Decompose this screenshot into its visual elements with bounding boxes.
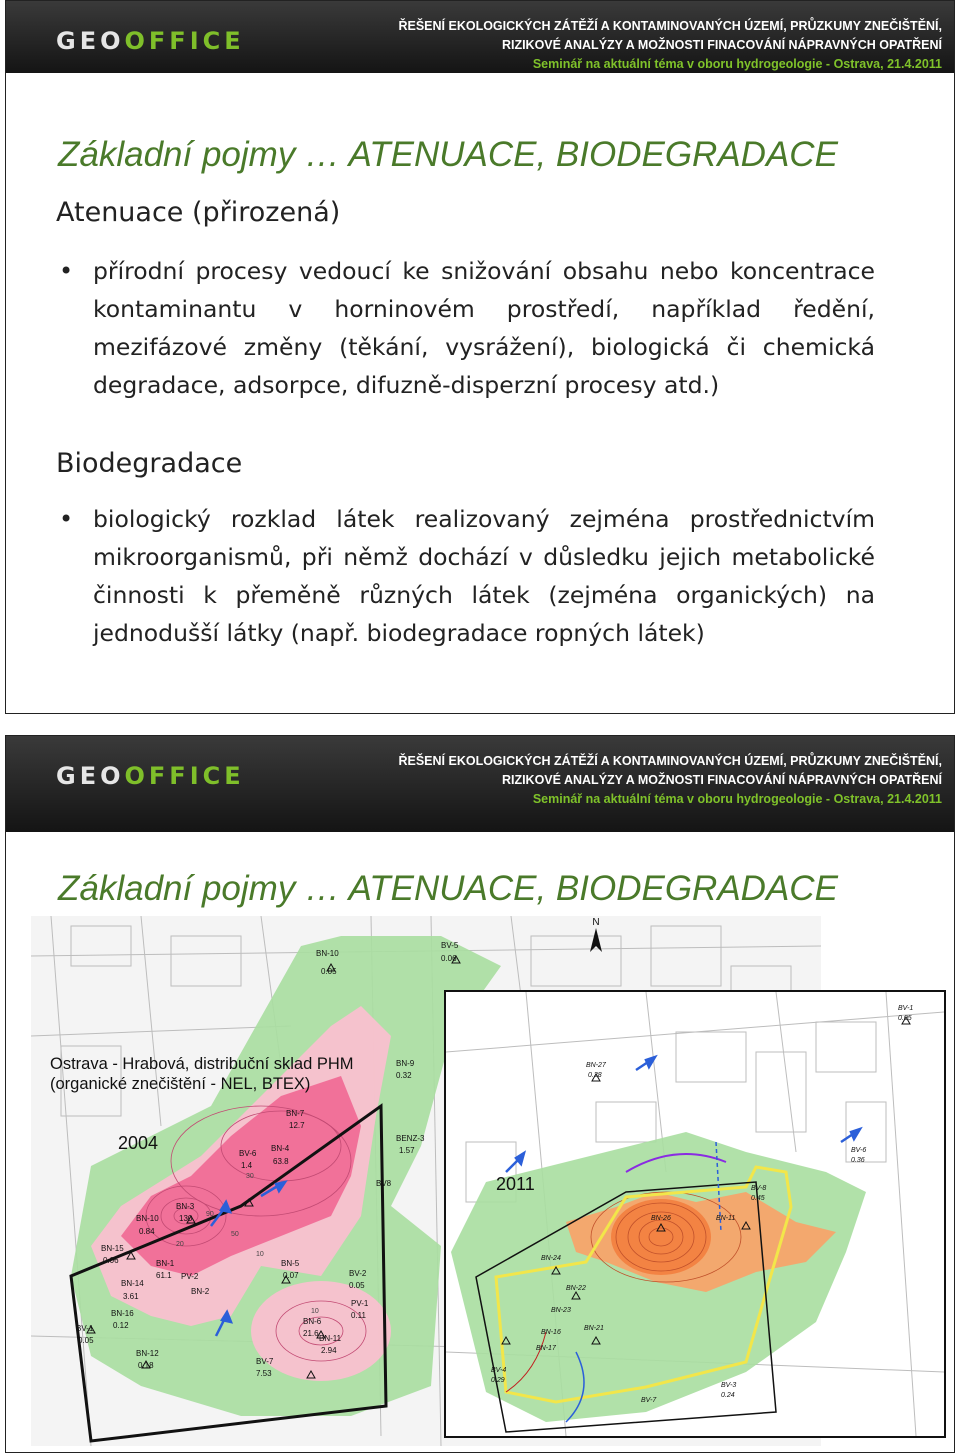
svg-text:BN-10: BN-10 xyxy=(316,949,339,958)
svg-text:BV-7: BV-7 xyxy=(256,1357,274,1366)
svg-text:90: 90 xyxy=(206,1211,214,1218)
svg-text:0.11: 0.11 xyxy=(351,1311,366,1320)
svg-text:BN-7: BN-7 xyxy=(286,1109,305,1118)
slide-2 xyxy=(5,735,955,1453)
svg-text:BN-4: BN-4 xyxy=(271,1144,290,1153)
year-label-2011: 2011 xyxy=(496,1174,535,1194)
svg-text:BV-2: BV-2 xyxy=(349,1269,367,1278)
header-text xyxy=(398,17,942,74)
svg-text:BV-5: BV-5 xyxy=(441,941,459,950)
svg-text:61.1: 61.1 xyxy=(156,1271,172,1280)
svg-text:BN-16: BN-16 xyxy=(541,1329,561,1336)
svg-text:BV-6: BV-6 xyxy=(851,1147,867,1154)
svg-text:BV-7: BV-7 xyxy=(641,1397,657,1404)
svg-text:7.53: 7.53 xyxy=(256,1369,272,1378)
svg-text:BN-17: BN-17 xyxy=(536,1345,556,1352)
svg-text:BN-26: BN-26 xyxy=(651,1215,671,1222)
svg-text:0.32: 0.32 xyxy=(396,1071,412,1080)
svg-text:BN-11: BN-11 xyxy=(319,1334,342,1343)
svg-text:0.84: 0.84 xyxy=(139,1227,155,1236)
header-text xyxy=(398,752,942,809)
svg-text:1.4: 1.4 xyxy=(241,1161,253,1170)
svg-text:BN-14: BN-14 xyxy=(121,1279,144,1288)
north-arrow xyxy=(588,917,604,957)
svg-text:0.36: 0.36 xyxy=(851,1157,865,1164)
svg-text:0.05: 0.05 xyxy=(349,1281,365,1290)
svg-text:BN-27: BN-27 xyxy=(586,1062,606,1069)
svg-text:10: 10 xyxy=(256,1251,264,1258)
svg-text:PV-1: PV-1 xyxy=(351,1299,369,1308)
svg-text:20: 20 xyxy=(176,1241,184,1248)
bullet-marker: • xyxy=(59,505,74,533)
svg-text:0.06: 0.06 xyxy=(103,1256,119,1265)
geooffice-logo: GEOOFFICE xyxy=(56,762,245,790)
header-line-3: Seminář na aktuální téma v oboru hydrogeologie - Ostrava, 21.4.2011 xyxy=(532,792,942,806)
svg-text:1.57: 1.57 xyxy=(399,1146,415,1155)
svg-text:3.61: 3.61 xyxy=(123,1292,139,1301)
header-line-2: RIZIKOVÉ ANALÝZY A MOŽNOSTI FINACOVÁNÍ NÁPRAVNÝCH OPATŘENÍ xyxy=(501,38,942,52)
svg-text:BV-1: BV-1 xyxy=(898,1005,914,1012)
svg-text:BN-23: BN-23 xyxy=(551,1307,571,1314)
svg-text:BN-12: BN-12 xyxy=(136,1349,159,1358)
slide-1 xyxy=(5,0,955,714)
svg-text:0.05: 0.05 xyxy=(78,1336,94,1345)
svg-text:10: 10 xyxy=(311,1308,319,1315)
svg-text:BN-1: BN-1 xyxy=(156,1259,175,1268)
map-caption xyxy=(50,1054,354,1094)
map-caption-line-1: Ostrava - Hrabová, distribuční sklad PHM xyxy=(50,1055,354,1073)
svg-text:BV-4: BV-4 xyxy=(491,1367,507,1374)
svg-text:0.38: 0.38 xyxy=(588,1072,602,1079)
north-arrow-icon xyxy=(588,928,604,954)
svg-text:12.7: 12.7 xyxy=(289,1121,305,1130)
svg-text:0.12: 0.12 xyxy=(113,1321,129,1330)
header-line-1: ŘEŠENÍ EKOLOGICKÝCH ZÁTĚŽÍ A KONTAMINOVANÝCH ÚZEMÍ, PRŮZKUMY ZNEČIŠTĚNÍ, xyxy=(398,754,942,768)
svg-text:2.94: 2.94 xyxy=(321,1346,337,1355)
svg-text:BENZ-3: BENZ-3 xyxy=(396,1134,425,1143)
svg-text:0.29: 0.29 xyxy=(491,1377,505,1384)
svg-text:0.05: 0.05 xyxy=(321,967,337,976)
svg-text:BN-11: BN-11 xyxy=(716,1215,736,1222)
svg-text:0.18: 0.18 xyxy=(138,1361,154,1370)
svg-text:BN-2: BN-2 xyxy=(191,1287,210,1296)
svg-text:0.45: 0.45 xyxy=(751,1195,765,1202)
svg-text:BN-5: BN-5 xyxy=(281,1259,300,1268)
svg-text:BN-21: BN-21 xyxy=(584,1325,604,1332)
svg-text:130: 130 xyxy=(179,1214,193,1223)
bullet-marker: • xyxy=(59,257,74,285)
svg-text:0.05: 0.05 xyxy=(898,1015,912,1022)
bullet-atenuace: přírodní procesy vedoucí ke snižování obsahu nebo koncentrace kontaminantu v horninovém prostředí, například ředění, mezifázové změny (těkání, vysrážení), biologická či chemická degradace, adsorpce, difuzně-disperzní procesy atd.) xyxy=(93,257,875,399)
slide-title: Základní pojmy … ATENUACE, BIODEGRADACE xyxy=(58,135,838,174)
header-line-3: Seminář na aktuální téma v oboru hydrogeologie - Ostrava, 21.4.2011 xyxy=(532,57,942,71)
svg-text:0.06: 0.06 xyxy=(441,954,457,963)
map-2011-drawing xyxy=(446,992,944,1436)
svg-text:BV8: BV8 xyxy=(376,1179,392,1188)
svg-text:0.07: 0.07 xyxy=(283,1271,299,1280)
svg-text:BV-1: BV-1 xyxy=(76,1324,94,1333)
header-line-1: ŘEŠENÍ EKOLOGICKÝCH ZÁTĚŽÍ A KONTAMINOVANÝCH ÚZEMÍ, PRŮZKUMY ZNEČIŠTĚNÍ, xyxy=(398,19,942,33)
svg-text:21.6: 21.6 xyxy=(303,1329,319,1338)
contamination-map-2011 xyxy=(444,990,946,1438)
map-caption-line-2: (organické znečištění - NEL, BTEX) xyxy=(50,1075,311,1093)
svg-text:BN-24: BN-24 xyxy=(541,1255,561,1262)
bullet-biodegradace: biologický rozklad látek realizovaný zejména prostřednictvím mikroorganismů, při němž dochází v důsledku jejich metabolické činnosti k přeměně různých látek (zejména organických) na jednodušší látky (např. biodegradace ropných látek) xyxy=(93,505,875,647)
svg-text:50: 50 xyxy=(231,1231,239,1238)
svg-text:PV-2: PV-2 xyxy=(181,1272,199,1281)
section-heading-atenuace: Atenuace (přirozená) xyxy=(56,197,341,228)
svg-text:BV-8: BV-8 xyxy=(751,1185,767,1192)
header-line-2: RIZIKOVÉ ANALÝZY A MOŽNOSTI FINACOVÁNÍ NÁPRAVNÝCH OPATŘENÍ xyxy=(501,773,942,787)
svg-text:BN-15: BN-15 xyxy=(101,1244,124,1253)
svg-text:BV-3: BV-3 xyxy=(721,1382,737,1389)
svg-text:63.8: 63.8 xyxy=(273,1157,289,1166)
slide-header xyxy=(6,736,954,832)
north-label: N xyxy=(592,917,600,928)
svg-text:0.24: 0.24 xyxy=(721,1392,735,1399)
svg-text:BV-6: BV-6 xyxy=(239,1149,257,1158)
slide-title: Základní pojmy … ATENUACE, BIODEGRADACE xyxy=(58,869,838,908)
svg-text:BN-6: BN-6 xyxy=(303,1317,322,1326)
geooffice-logo: GEOOFFICE xyxy=(56,27,245,55)
svg-text:BN-9: BN-9 xyxy=(396,1059,415,1068)
svg-text:BN-16: BN-16 xyxy=(111,1309,134,1318)
section-heading-biodegradace: Biodegradace xyxy=(56,448,243,479)
slide-header xyxy=(6,1,954,73)
year-label-2004: 2004 xyxy=(118,1133,159,1153)
svg-text:BN-10: BN-10 xyxy=(136,1214,159,1223)
svg-text:30: 30 xyxy=(246,1173,254,1180)
svg-text:BN-3: BN-3 xyxy=(176,1202,195,1211)
svg-text:BN-22: BN-22 xyxy=(566,1285,586,1292)
